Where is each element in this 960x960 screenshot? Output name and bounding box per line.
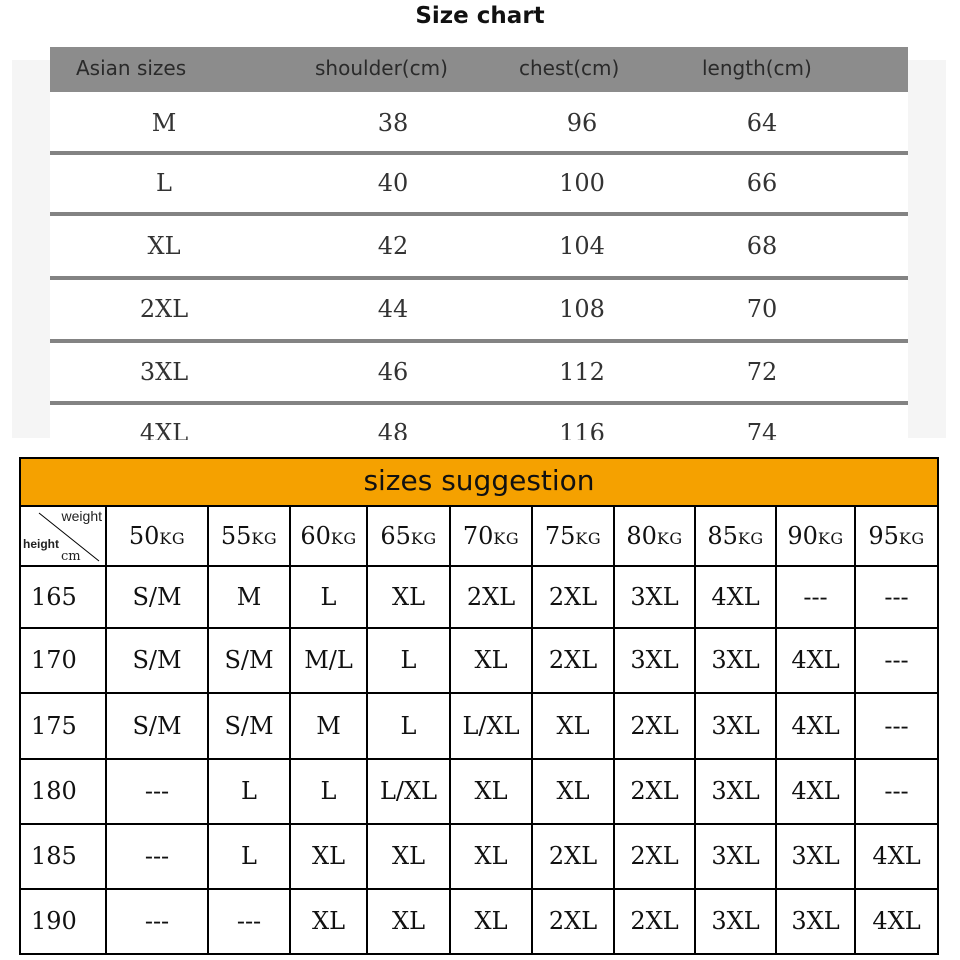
size-suggestion-cell: 2XL [630, 777, 679, 805]
weight-value: 60 [300, 522, 331, 550]
size-suggestion-cell: XL [391, 907, 426, 935]
size-cell: L [156, 169, 172, 197]
weight-value: 80 [626, 522, 657, 550]
size-suggestion-cell: 3XL [630, 583, 679, 611]
weight-unit: KG [817, 529, 844, 548]
size-suggestion-cell: S/M [132, 712, 182, 740]
corner-weight-label: weight [61, 508, 102, 524]
sizes-suggestion-title: sizes suggestion [21, 459, 937, 507]
size-suggestion-cell: 2XL [630, 712, 679, 740]
chest-cell: 104 [559, 232, 605, 260]
size-suggestion-cell: XL [474, 777, 508, 805]
sizes-suggestion-table [19, 457, 939, 955]
chest-cell: 96 [566, 109, 598, 137]
size-suggestion-cell: --- [884, 583, 909, 611]
size-suggestion-cell: 2XL [548, 907, 598, 935]
header-asian-sizes: Asian sizes [76, 56, 187, 80]
size-cell: 2XL [139, 295, 189, 323]
size-suggestion-cell: 3XL [791, 842, 840, 870]
length-cell: 72 [746, 358, 778, 386]
header-chest: chest(cm) [519, 56, 620, 80]
weight-header-cell [856, 507, 937, 565]
size-cell: 4XL [139, 419, 189, 440]
size-suggestion-cell: 3XL [630, 646, 679, 674]
weight-unit: KG [656, 529, 683, 548]
weight-header-cell [615, 507, 694, 565]
weight-value: 50 [128, 522, 160, 550]
height-cell: 165 [31, 583, 77, 611]
length-cell: 74 [746, 419, 778, 440]
size-suggestion-cell: L/XL [379, 777, 438, 805]
size-suggestion-cell: XL [391, 842, 426, 870]
length-cell: 66 [746, 169, 778, 197]
header-length: length(cm) [702, 56, 812, 80]
size-suggestion-cell: S/M [224, 646, 274, 674]
size-suggestion-cell: XL [311, 907, 346, 935]
size-suggestion-cell: L [320, 777, 337, 805]
weight-header-cell [777, 507, 854, 565]
size-suggestion-cell: 2XL [548, 842, 598, 870]
size-suggestion-cell: XL [311, 842, 346, 870]
size-suggestion-cell: 4XL [791, 712, 840, 740]
length-cell: 70 [746, 295, 778, 323]
size-suggestion-cell: --- [803, 583, 828, 611]
size-suggestion-cell: M [316, 712, 341, 740]
weight-unit: KG [737, 529, 764, 548]
page-title: Size chart [415, 3, 545, 29]
size-chart-row [50, 280, 908, 343]
weight-unit: KG [898, 529, 925, 548]
size-suggestion-cell: 3XL [791, 907, 840, 935]
weight-unit: KG [159, 529, 186, 548]
size-suggestion-cell: 2XL [630, 842, 679, 870]
size-suggestion-cell: M/L [304, 646, 353, 674]
size-suggestion-cell: --- [884, 646, 909, 674]
size-suggestion-cell: 4XL [872, 842, 921, 870]
header-shoulder: shoulder(cm) [315, 56, 448, 80]
size-suggestion-cell: XL [474, 646, 508, 674]
size-suggestion-cell: L [400, 646, 417, 674]
size-suggestion-cell: XL [556, 777, 590, 805]
chest-cell: 112 [559, 358, 605, 386]
height-cell: 190 [31, 907, 77, 935]
length-cell: 64 [746, 109, 778, 137]
size-suggestion-cell: 2XL [630, 907, 679, 935]
size-suggestion-cell: 4XL [791, 646, 840, 674]
size-suggestion-cell: 4XL [872, 907, 921, 935]
size-suggestion-cell: S/M [224, 712, 274, 740]
weight-header-cell [291, 507, 366, 565]
shoulder-cell: 44 [377, 295, 409, 323]
chest-cell: 116 [559, 419, 605, 440]
length-cell: 68 [746, 232, 778, 260]
shoulder-cell: 48 [377, 419, 409, 440]
size-suggestion-cell: M [236, 583, 262, 611]
size-suggestion-cell: --- [144, 777, 170, 805]
size-suggestion-cell: 2XL [548, 583, 598, 611]
weight-unit: KG [493, 529, 520, 548]
size-suggestion-cell: L [241, 777, 257, 805]
size-cell: XL [147, 232, 181, 260]
size-suggestion-cell: L [241, 842, 257, 870]
size-chart-row [50, 216, 908, 280]
size-suggestion-cell: 3XL [711, 646, 760, 674]
size-suggestion-cell: 2XL [466, 583, 516, 611]
size-suggestion-cell: L/XL [462, 712, 520, 740]
weight-value: 95 [868, 522, 899, 550]
size-suggestion-cell: XL [474, 842, 508, 870]
weight-value: 55 [220, 522, 252, 550]
corner-unit-label: cm [61, 549, 81, 564]
size-suggestion-cell: 3XL [711, 777, 760, 805]
size-chart-row [50, 155, 908, 216]
size-suggestion-cell: --- [884, 712, 909, 740]
size-cell: 3XL [139, 358, 189, 386]
size-suggestion-cell: --- [884, 777, 909, 805]
weight-value: 70 [462, 522, 494, 550]
size-suggestion-cell: 4XL [711, 583, 760, 611]
size-suggestion-cell: 3XL [711, 842, 760, 870]
size-suggestion-cell: XL [556, 712, 590, 740]
weight-unit: KG [410, 529, 437, 548]
size-suggestion-cell: --- [144, 842, 170, 870]
corner-height-label: height [23, 537, 59, 551]
weight-unit: KG [251, 529, 278, 548]
weight-header-cell [533, 507, 613, 565]
weight-unit: KG [575, 529, 602, 548]
size-suggestion-cell: L [400, 712, 417, 740]
chest-cell: 100 [559, 169, 605, 197]
size-chart-row [50, 405, 908, 440]
size-suggestion-cell: 3XL [711, 907, 760, 935]
chest-cell: 108 [559, 295, 605, 323]
size-suggestion-cell: XL [391, 583, 426, 611]
weight-header-cell [368, 507, 449, 565]
weight-value: 75 [544, 522, 576, 550]
weight-header-cell [209, 507, 289, 565]
size-suggestion-cell: S/M [132, 646, 182, 674]
size-suggestion-cell: L [320, 583, 337, 611]
size-suggestion-cell: S/M [132, 583, 182, 611]
weight-value: 85 [707, 522, 738, 550]
size-suggestion-cell: --- [236, 907, 262, 935]
shoulder-cell: 46 [377, 358, 409, 386]
size-suggestion-cell: --- [144, 907, 170, 935]
shoulder-cell: 40 [377, 169, 409, 197]
corner-header-cell [21, 507, 105, 565]
weight-header-cell [451, 507, 531, 565]
size-suggestion-cell: 3XL [711, 712, 760, 740]
shoulder-cell: 42 [377, 232, 409, 260]
height-cell: 185 [31, 842, 77, 870]
height-cell: 180 [31, 777, 77, 805]
weight-unit: KG [330, 529, 357, 548]
size-cell: M [151, 109, 177, 137]
height-cell: 170 [31, 646, 77, 674]
height-cell: 175 [31, 712, 77, 740]
size-chart-table [50, 47, 908, 440]
weight-value: 65 [380, 522, 411, 550]
size-suggestion-cell: 4XL [791, 777, 840, 805]
weight-value: 90 [787, 522, 818, 550]
size-suggestion-cell: XL [474, 907, 508, 935]
size-chart-header [50, 47, 908, 92]
shoulder-cell: 38 [377, 109, 409, 137]
weight-header-cell [107, 507, 207, 565]
size-suggestion-cell: 2XL [548, 646, 598, 674]
size-chart-row [50, 95, 908, 155]
size-chart-row [50, 343, 908, 405]
weight-header-cell [696, 507, 775, 565]
